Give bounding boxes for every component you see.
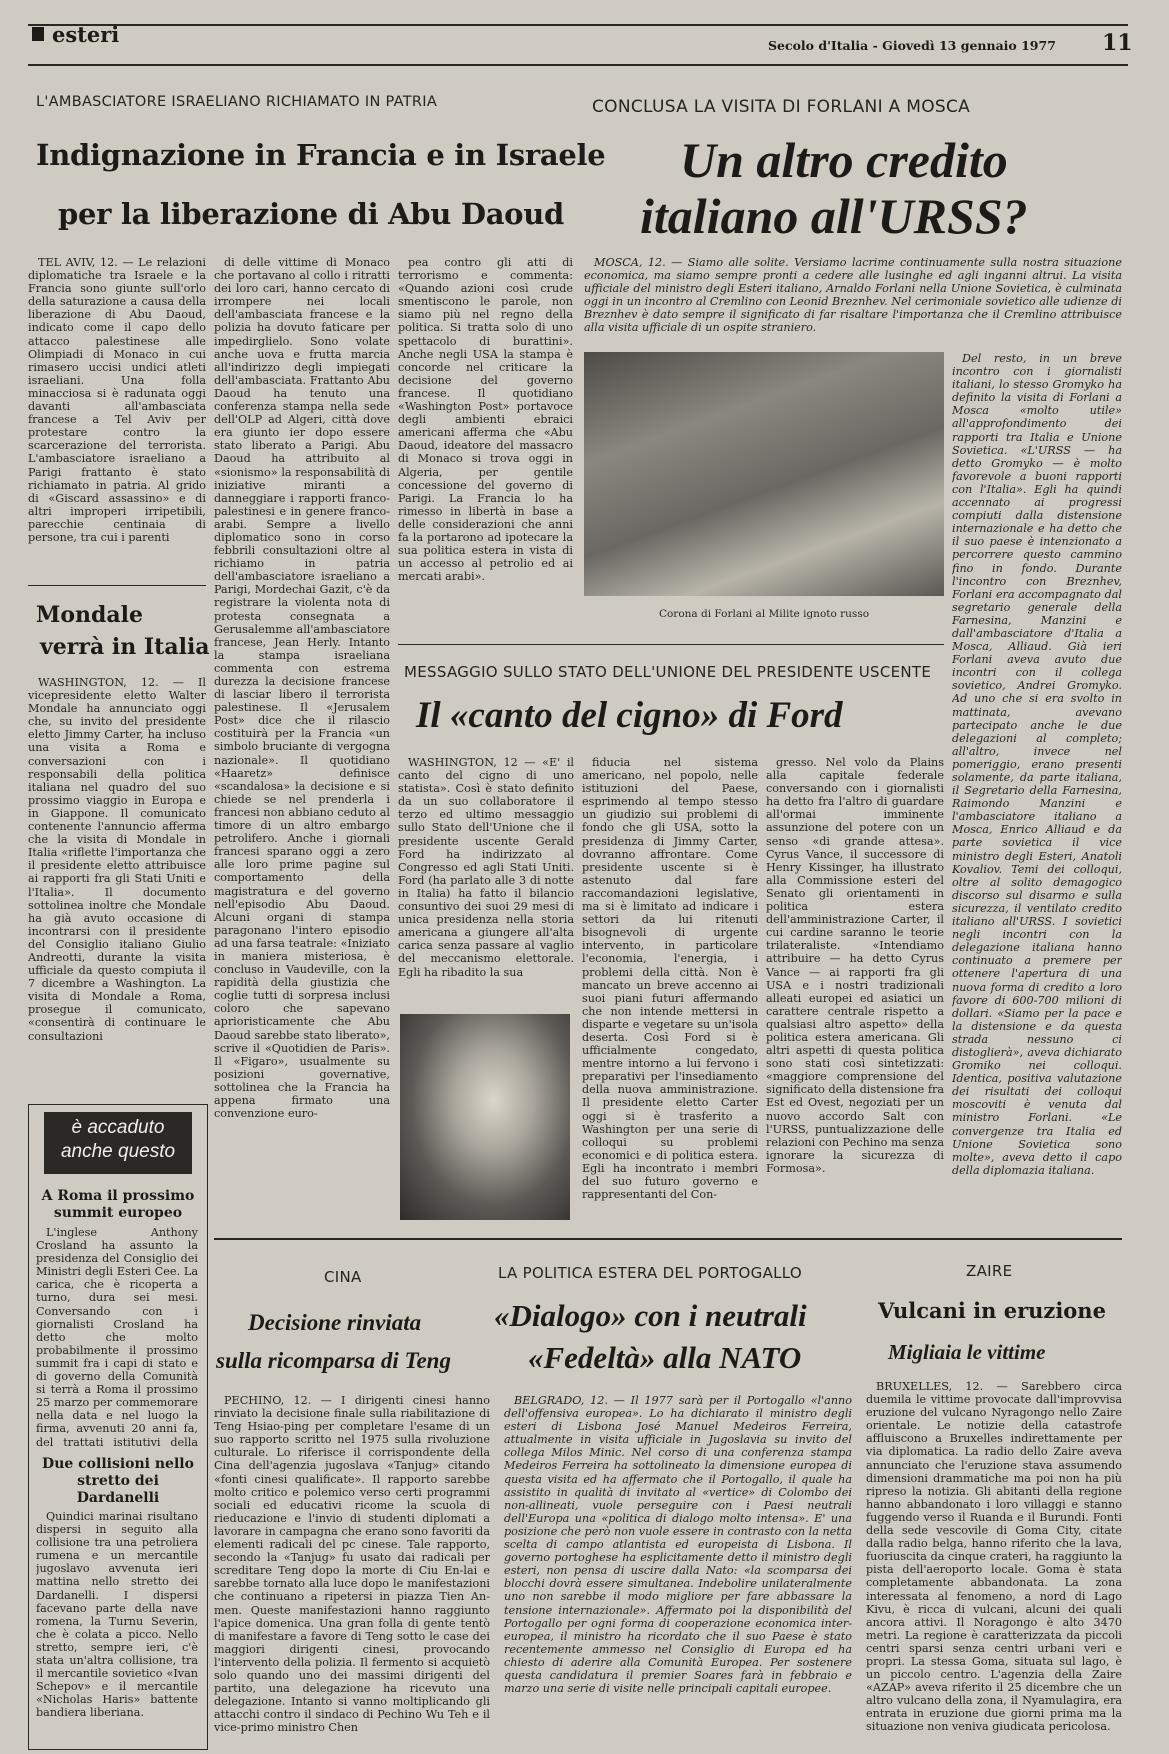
cina-headline-1: Decisione rinviata — [248, 1310, 422, 1335]
section-label: esteri — [52, 22, 120, 47]
zaire-headline-2: Migliaia le vittime — [888, 1340, 1046, 1364]
newspaper-date: Secolo d'Italia - Giovedì 13 gennaio 1977 — [768, 38, 1056, 53]
mondale-body: WASHINGTON, 12. — Il vicepresidente eletto Walter Mondale ha annunciato oggi che, su invito del presidente eletto Jimmy Carter, ha incluso una visita a Roma e conversazioni con i responsabili della politica italiana nel quadro del suo prossimo viaggio in Europa e in Giappone. Il comunicato contenente l'annuncio afferma che la visita di Mondale in Italia «riflette l'importanza che il presidente eletto attribuisce ai rapporti fra gli Stati Uniti e l'Italia». Il documento sottolinea inoltre che Mondale ha già avuto occasione di incontrarsi con il presidente del Consiglio italiano Giulio Andreotti, durante la visita ufficiale da questo compiuta il 7 dicembre a Washington. La visita di Mondale a Roma, prosegue il comunicato, «consentirà di continuare le consultazioni — [28, 676, 206, 1043]
forlani-headline-2: italiano all'URSS? — [640, 188, 1028, 244]
zaire-kicker: ZAIRE — [966, 1262, 1013, 1280]
accaduto-item1-title: A Roma il prossimo summit europeo — [41, 1188, 195, 1221]
mondale-headline-1: Mondale — [36, 602, 144, 628]
ford-col-3: gresso. Nel volo da Plains alla capitale federale conversando con i giornalisti ha detto fra l'altro di guardare all'ormai imminente assunzione del potere con un senso «di grande attesa». Cyrus Vance, il successore di Henry Kissinger, ha illustrato alla Commissione esteri del Senato gli orientamenti in politica estera dell'amministrazione Carter, il cui cardine saranno le teorie trilateraliste. «Intendiamo attribuire — ha detto Cyrus Vance — ai rapporti fra gli USA e i nostri tradizionali alleati europei ed asiatici un carattere centrale rispetto a qualsiasi altro aspetto» della politica estera americana. Gli altri aspetti di questa politica sono stati così sintetizzati: «maggiore comprensione del significato della distensione fra Est ed Ovest, negoziati per un nuovo accordo Salt con l'URSS, puntualizzazione delle relazioni con Pechino ma senza ignorare la sicurezza di Formosa». — [766, 756, 944, 1175]
accaduto-item2-body: Quindici marinai risultano dispersi in seguito alla collisione tra una petroliera rumena e un mercantile jugoslavo avvenuta ieri mattina nello stretto dei Dardanelli. I dispersi facevano parte della nave romena, la Turnu Severin, che è colata a picco. Nello stretto, sempre ieri, c'è stata un'altra collisione, tra il mercantile sovietico «Ivan Schepov» e il mercantile «Nicholas Haris» battente bandiera liberiana. — [36, 1510, 198, 1720]
cina-body: PECHINO, 12. — I dirigenti cinesi hanno rinviato la decisione finale sulla riabilitazione di Teng Hsiao-ping per completare l'esame di un suo rapporto scritto nel 1975 sulla rivoluzione culturale. Lo riferisce il corrispondente della Cina dell'agenzia jugoslava «Tanjug» citando «fonti cinesi qualificate». Il rapporto sarebbe molto critico e polemico verso certi programmi sociali ed educativi ricome la scuola di rieducazione e l'invio di studenti diplomati a lavorare in campagna che erano sono favoriti da elementi radicali del pc cinese. Tale rapporto, secondo la «Tanjug» fu usato dai radicali per screditare Teng dopo la morte di Ciu En-lai e sarebbe tornato alla luce dopo le manifestazioni che continuano a ripetersi in piazza Tien An-men. Queste manifestazioni hanno raggiunto l'apice domenica. Una gran folla di gente tentò di manifestare a favore di Teng sotto le case dei maggiori dirigenti cinesi, provocando l'intervento della polizia. Il fermento si acquietò solo quando uno dei massimi dirigenti del partito, una delegazione ha ricevuto una delegazione. Intanto si vanno moltiplicando gli attacchi contro il sindaco di Pechino Wu Teh e il vice-primo ministro Chen — [214, 1394, 490, 1735]
portogallo-body: BELGRADO, 12. — Il 1977 sarà per il Portogallo «l'anno dell'offensiva europea». Lo ha dichiarato il ministro degli esteri di Lisbona José Manuel Medeiros Ferreira, attualmente in visita ufficiale in Jugoslavia su invito del collega Milos Minic. Nel corso di una conferenza stampa Medeiros Ferreira ha sottolineato la dimensione europea di questa visita ed ha affermato che il Portogallo, il quale ha assistito in qualità di invitato al «vertice» di Colombo dei non-allineati, vuole perseguire con i Paesi neutrali dell'Europa una «politica di dialogo molto intensa». E' una posizione che però non vuole essere in contrasto con la netta scelta di campo atlantista ed europeista di Lisbona. Il governo portoghese ha esplicitamente detto il ministro degli esteri, non pensa di uscire dalla Nato: «la scomparsa dei blocchi dovrà essere simultanea. Indebolire unilateralmente uno non sarebbe il modo migliore per fare abbassare la tensione internazionale». Affermato poi la disponibilità del Portogallo per ogni forma di cooperazione economica inter-europea, il ministro ha ricordato che il suo Paese è stato recentemente ammesso nel Consiglio di Europa ed ha chiesto di aderire alla Comunità Europea. Per sostenere questa candidatura il premier Soares farà in febbraio e marzo una serie di visite nelle principali capitali europee. — [504, 1394, 852, 1696]
accaduto-item2-title: Due collisioni nello stretto dei Dardanelli — [42, 1456, 194, 1506]
portogallo-headline-1: «Dialogo» con i neutrali — [494, 1298, 807, 1333]
forlani-wreath-photo — [584, 352, 944, 596]
forlani-headline-1: Un altro credito — [680, 132, 1008, 188]
abu-daoud-kicker: L'AMBASCIATORE ISRAELIANO RICHIAMATO IN PATRIA — [36, 94, 438, 110]
ford-kicker: MESSAGGIO SULLO STATO DELL'UNIONE DEL PRESIDENTE USCENTE — [404, 663, 932, 681]
masthead-rule — [28, 64, 1128, 66]
abu-daoud-headline-1: Indignazione in Francia e in Israele — [36, 138, 606, 172]
forlani-right-col: Del resto, in un breve incontro con i giornalisti italiani, lo stesso Gromyko ha definito la visita di Forlani a Mosca «molto utile» all'approfondimento dei rapporti tra Italia e Unione Sovietica. «L'URSS — ha detto Gromyko — è molto favorevole a buoni rapporti con l'Italia». Egli ha quindi accennato ai progressi compiuti dalla distensione internazionale e ha detto che il suo paese è intenzionato a percorrere questo cammino fino in fondo. Durante l'incontro con Breznhev, Forlani era accompagnato dal segretario generale della Farnesina, Manzini e dall'ambasciatore d'Italia a Mosca, Alliaud. Già ieri Forlani aveva avuto due incontri con il collega sovietico, Andrei Gromyko. Ad uno che si era svolto in mattinata, avevano partecipato anche le due delegazioni al completo; all'altro, invece nel pomeriggio, erano presenti solamente, da parte italiana, il Segretario della Farnesina, Raimondo Manzini e l'ambasciatore italiano a Mosca, Enrico Alliaud e da parte sovietica il vice ministro degli Esteri, Anatoli Kovaliov. Temi dei colloqui, oltre al solito demagogico discorso sul disarmo e sulla sicurezza, il ventilato credito italiano all'URSS. I sovietici negli incontri con la delegazione italiana hanno continuato a premere per ottenere l'apertura di una nuova forma di credito a loro favore di 600-700 milioni di dollari. «Siamo per la pace e la distensione e da questa strada nessuno ci distoglierà», aveva dichiarato Gromiko nei colloqui. Identica, positiva valutazione dei risultati dei colloqui moscoviti è venuta dal ministro Forlani. «Le convergenze tra Italia ed Unione Sovietica sono molte», aveva detto il capo della diplomazia italiana. — [952, 352, 1122, 1177]
cina-kicker: CINA — [324, 1268, 362, 1286]
ford-top-rule — [398, 644, 944, 645]
page-number: 11 — [1102, 30, 1133, 56]
abu-daoud-col-3: pea contro gli atti di terrorismo e commenta: «Quando azioni così crude smentiscono le parole, non siamo più nel regno della politica. Si tratta solo di uno spettacolo di burattini». Anche negli USA la stampa è concorde nel criticare la decisione del governo francese. Il quotidiano «Washington Post» portavoce degli ambienti ebraici americani afferma che «Abu Daoud, ideatore del massacro di Monaco si trova oggi in Algeria, per gentile concessione del governo di Parigi. La Francia lo ha rimesso in libertà in base a delle considerazioni che anni fa la portarono ad ipotecare la sua politica estera in vista di un accesso al petrolio ed ai mercati arabi». — [398, 256, 573, 584]
accaduto-label: è accaduto anche questo — [44, 1112, 192, 1174]
ford-headline: Il «canto del cigno» di Ford — [416, 695, 843, 736]
section-square-icon — [32, 27, 44, 41]
ford-portrait-photo — [400, 1014, 570, 1220]
top-rule — [28, 24, 1128, 26]
abu-daoud-col-2: di delle vittime di Monaco che portavano al collo i ritratti dei loro cari, hanno cercato di irrompere nei locali dell'ambasciata francese e la polizia ha dovuto faticare per impedirglielo. Sono volate anche uova e frutta marcia all'indirizzo degli impiegati dell'ambasciata. Frattanto Abu Daoud ha tenuto una conferenza stampa nella sede dell'OLP ad Algeri, città dove era giunto ier dopo essere stato liberato a Parigi. Abu Daoud ha attribuito al «sionismo» la responsabilità di iniziative miranti a danneggiare i rapporti franco-palestinesi e in genere franco-arabi. Sempre a livello diplomatico sono in corso febbrili consultazioni oltre al richiamo in patria dell'ambasciatore israeliano a Parigi, Mordechai Gazit, c'è da registrare la violenta nota di protesta consegnata a Gerusalemme all'ambasciatore francese, Jean Herly. Intanto la stampa israeliana commenta con estrema durezza la decisione francese di lasciar libero il terrorista palestinese. Il «Jerusalem Post» dice che il rilascio costituirà per la Francia «un simbolo bruciante di vergogna nazionale». Il quotidiano «Haaretz» definisce «scandalosa» la decisione e si chiede se nel prenderla i francesi non abbiano ceduto al timore di un altro embargo petrolifero. Anche i giornali francesi sparano oggi a zero alle loro prime pagine sul comportamento della magistratura e del governo nell'episodio Abu Daoud. Alcuni organi di stampa paragonano l'intero episodio ad una farsa teatrale: «Iniziato in maniera misteriosa, è concluso in Vaudeville, con la rapidità della giustizia che coglie tutti di sorpresa inclusi coloro che sapevano aprioristicamente che Abu Daoud sarebbe stato liberato», scrive il «Quotidien de Paris». Il «Figaro», usualmente su posizioni governative, sottolinea che la Francia ha appena firmato una convenzione euro- — [214, 256, 390, 1121]
zaire-headline-1: Vulcani in eruzione — [878, 1298, 1106, 1323]
accaduto-item1-body: L'inglese Anthony Crosland ha assunto la presidenza del Consiglio dei Ministri degli Esteri Cee. La carica, che è ricoperta a turno, dura sei mesi. Conversando con i giornalisti Crosland ha detto che molto probabilmente il prossimo summit fra i capi di stato e di governo della Comunità si terrà a Roma il prossimo 25 marzo per commemorare nella data e nel luogo la firma, avvenuti 20 anni fa, del trattati istitutivi della — [36, 1226, 198, 1448]
ford-col-2: fiducia nel sistema americano, nel popolo, nelle istituzioni del Paese, esprimendo al tempo stesso un giudizio sui problemi di fondo che gli USA, sotto la presidenza di Jimmy Carter, dovranno affrontare. Come presidente uscente si è astenuto dal fare raccomandazioni legislative, ma si è limitato ad indicare i settori da lui ritenuti bisognevoli di urgente intervento, in particolare l'economia, l'energia, i problemi della città. Non è mancato un breve accenno ai suoi piani futuri affermando che non intende mettersi in disparte e vegetare su un'isola deserta. Così Ford si è ufficialmente congedato, mentre intorno a lui fervono i preparativi per l'insediamento della nuova amministrazione. Il presidente eletto Carter oggi si è trasferito a Washington per una serie di colloqui su problemi economici e di politica estera. Egli ha incontrato i membri del suo futuro governo e rappresentanti del Con- — [582, 756, 758, 1202]
forlani-photo-caption: Corona di Forlani al Milite ignoto russo — [658, 608, 870, 620]
forlani-lead: MOSCA, 12. — Siamo alle solite. Versiamo lacrime continuamente sulla nostra situazione economica, ma siamo sempre pronti a cedere alle lusinghe ed agli inganni altrui. La visita ufficiale del ministro degli Esteri italiano, Arnaldo Forlani nella Unione Sovietica, è culminata oggi in un incontro al Cremlino con Leonid Breznhev. Nel cerimoniale sovietico alle udienze di Breznhev è dato sempre il significato di far risaltare l'importanza che il Cremlino attribuisce alla visita ufficiale di un ospite straniero. — [584, 256, 1122, 335]
forlani-kicker: CONCLUSA LA VISITA DI FORLANI A MOSCA — [592, 97, 971, 117]
mondale-headline-2: verrà in Italia — [40, 634, 210, 660]
portogallo-kicker: LA POLITICA ESTERA DEL PORTOGALLO — [498, 1264, 803, 1282]
ford-col-1: WASHINGTON, 12 — «E' il canto del cigno di uno statista». Così è stato definito da un suo collaboratore il terzo ed ultimo messaggio sullo Stato dell'Unione che il presidente uscente Gerald Ford ha indirizzato al Congresso ed agli Stati Uniti. Ford (ha parlato alle 3 di notte in Italia) ha fatto il bilancio consuntivo dei suoi 29 mesi di unica presidenza nella storia americana a giungere all'alta carica senza passare al vaglio del meccanismo elettorale. Egli ha ribadito la sua — [398, 756, 574, 979]
cina-headline-2: sulla ricomparsa di Teng — [216, 1348, 451, 1373]
abu-daoud-col-1: TEL AVIV, 12. — Le relazioni diplomatiche tra Israele e la Francia sono giunte sull'orlo della saturazione a causa della liberazione di Abu Daoud, indicato come il capo dello attacco palestinese alle Olimpiadi di Monaco in cui rimasero uccisi undici atleti israeliani. Una folla minacciosa si è radunata oggi davanti all'ambasciata francese a Tel Aviv per protestare contro la scarcerazione del terrorista. L'ambasciatore israeliano a Parigi frattanto è stato richiamato in patria. Al grido di «Giscard assassino» e di altri improperi irripetibili, parecchie centinaia di persone, tra cui i parenti — [28, 256, 206, 544]
zaire-body: BRUXELLES, 12. — Sarebbero circa duemila le vittime provocate dall'improvvisa eruzione del vulcano Nyragongo nello Zaire orientale. Le notizie della catastrofe affluiscono a Bruxelles indirettamente per via diplomatica. La radio dello Zaire aveva annunciato che l'eruzione stava assumendo dimensioni drammatiche ma poi non ha più ripreso la notizia. Gli abitanti della regione hanno abbandonato i loro villaggi e stanno fuggendo verso il Ruanda e il Burundi. Fonti della sede vescovile di Goma City, citate dalla radio belga, hanno riferito che la lava, fuoriuscita da cinque crateri, ha raggiunto la pista dell'aeroporto locale. Goma è stata completamente abbandonata. La zona interessata al fenomeno, a nord di Lago Kivu, è ricca di vulcani, alcuni dei quali ancora attivi. Il Noragongo è alto 3470 metri. La regione è caratterizzata da piccoli centri sparsi senza centri urbani veri e propri. La stessa Goma, situata sul lago, è un piccolo centro. L'agenzia della Zaire «AZAP» aveva riferito il 25 dicembre che un altro vulcano della zona, il Nyamulagira, era entrata in eruzione due giorni prima ma la situazione non veniva giudicata pericolosa. — [866, 1380, 1122, 1734]
portogallo-headline-2: «Fedeltà» alla NATO — [528, 1340, 802, 1375]
bottom-row-rule — [214, 1238, 1122, 1240]
mondale-separator — [28, 585, 206, 586]
abu-daoud-headline-2: per la liberazione di Abu Daoud — [58, 197, 564, 231]
